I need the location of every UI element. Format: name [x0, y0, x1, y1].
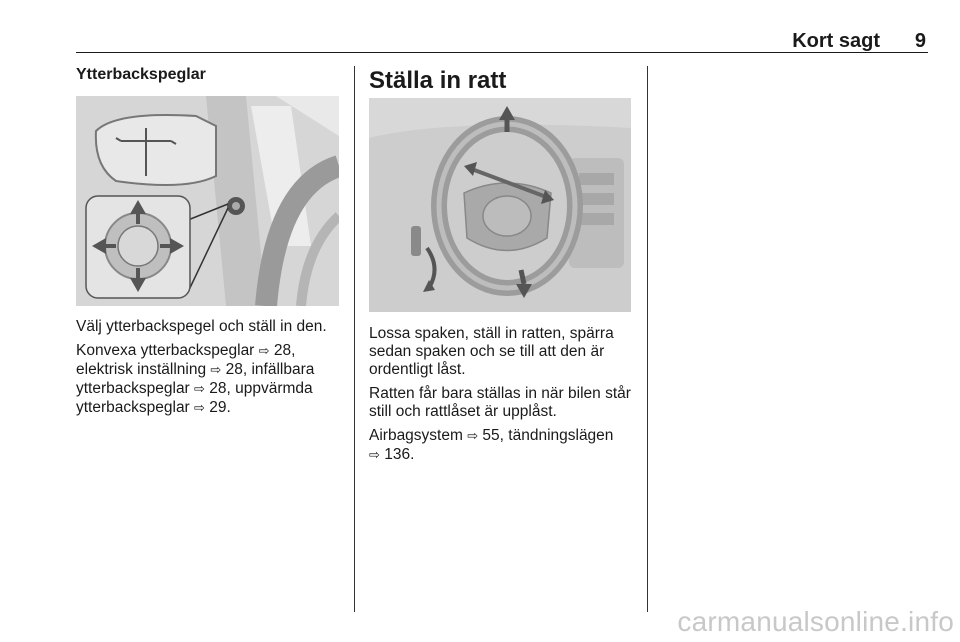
page-header — [76, 30, 928, 53]
steering-wheel-adjust-illustration — [369, 98, 631, 312]
mirrors-references: Konvexa ytterbackspeglar ⇨ 28, elektrisk inställning ⇨ 28, infällbara ytterbackspeglar ⇨ 28, uppvärmda ytterbackspeglar ⇨ 29. — [76, 342, 315, 416]
steering-warning: Ratten får bara ställas in när bilen står still och rattlåset är upplåst. — [369, 385, 631, 420]
page-ref-icon: ⇨ — [467, 429, 479, 444]
column-mirrors — [76, 66, 342, 84]
page-ref-link[interactable]: 28, uppvärmda — [209, 380, 313, 397]
steering-instruction: Lossa spaken, ställ in ratten, spärra sedan spaken och se till att den är ordentligt låst. — [369, 325, 614, 378]
page-ref-icon: ⇨ — [369, 448, 380, 463]
page-ref-link[interactable]: 28, — [273, 342, 296, 359]
page-ref-icon: ⇨ — [258, 344, 270, 359]
column-steering — [369, 66, 635, 96]
page-ref-icon: ⇨ — [194, 401, 205, 416]
watermark: carmanualsonline.info — [677, 606, 954, 637]
column-divider — [354, 66, 355, 612]
page-number: 9 — [914, 30, 926, 52]
page-ref-icon: ⇨ — [194, 382, 205, 397]
page-ref-link[interactable]: 55, tändningslägen — [482, 427, 614, 444]
page-ref-link[interactable]: 136. — [384, 446, 415, 463]
mirrors-instruction: Välj ytterbackspegel och ställ in den. — [76, 318, 327, 335]
mirror-adjust-illustration — [76, 96, 339, 306]
steering-text — [369, 325, 641, 471]
page-ref-link[interactable]: 28, infällbara — [225, 361, 315, 378]
section-title-steering: Ställa in ratt — [369, 67, 507, 94]
steering-references: Airbagsystem ⇨ 55, tändningslägen ⇨ 136. — [369, 427, 614, 463]
section-name: Kort sagt — [792, 30, 880, 52]
mirrors-text — [76, 318, 346, 424]
column-divider — [647, 66, 648, 612]
page-ref-link[interactable]: 29. — [209, 399, 231, 416]
subheading-mirrors: Ytterbackspeglar — [76, 66, 206, 83]
page-ref-icon: ⇨ — [210, 363, 222, 378]
